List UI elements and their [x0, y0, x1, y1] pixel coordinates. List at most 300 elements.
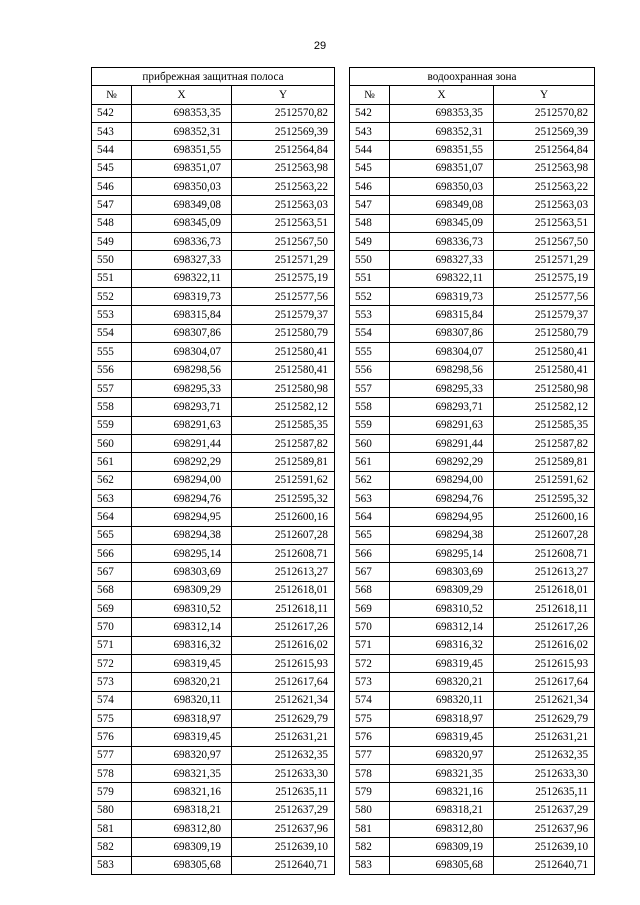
x-coordinate-cell: 698294,76 — [390, 489, 494, 507]
y-coordinate-cell: 2512621,34 — [494, 691, 595, 709]
table-row — [92, 196, 335, 214]
y-coordinate-cell: 2512589,81 — [232, 453, 335, 471]
y-coordinate-cell: 2512567,50 — [232, 233, 335, 251]
y-coordinate-cell: 2512629,79 — [494, 710, 595, 728]
x-coordinate-cell: 698312,14 — [390, 618, 494, 636]
table-row — [92, 544, 335, 562]
x-coordinate-cell: 698315,84 — [132, 306, 232, 324]
y-coordinate-cell: 2512637,96 — [494, 820, 595, 838]
table-row — [92, 214, 335, 232]
table-row — [350, 801, 595, 819]
y-coordinate-cell: 2512637,29 — [494, 801, 595, 819]
table-header-row — [350, 86, 595, 104]
x-coordinate-cell: 698319,45 — [132, 728, 232, 746]
table-row — [92, 801, 335, 819]
x-coordinate-cell: 698320,11 — [132, 691, 232, 709]
y-coordinate-cell: 2512616,02 — [232, 636, 335, 654]
table-row — [92, 251, 335, 269]
point-number-cell: 579 — [350, 783, 390, 801]
x-coordinate-cell: 698320,97 — [132, 746, 232, 764]
table-row — [350, 618, 595, 636]
point-number-cell: 560 — [92, 434, 132, 452]
y-coordinate-cell: 2512580,98 — [232, 379, 335, 397]
x-coordinate-cell: 698304,07 — [132, 343, 232, 361]
table-row — [350, 159, 595, 177]
point-number-cell: 571 — [350, 636, 390, 654]
point-number-cell: 565 — [350, 526, 390, 544]
x-coordinate-cell: 698315,84 — [390, 306, 494, 324]
point-number-cell: 554 — [92, 324, 132, 342]
table-row — [92, 746, 335, 764]
table-body — [350, 104, 595, 874]
x-coordinate-cell: 698312,80 — [132, 820, 232, 838]
table-row — [350, 489, 595, 507]
point-number-cell: 567 — [92, 563, 132, 581]
y-coordinate-cell: 2512608,71 — [494, 544, 595, 562]
x-coordinate-cell: 698310,52 — [390, 599, 494, 617]
table-row — [92, 123, 335, 141]
y-coordinate-cell: 2512585,35 — [232, 416, 335, 434]
point-number-cell: 551 — [350, 269, 390, 287]
y-coordinate-cell: 2512563,03 — [494, 196, 595, 214]
x-coordinate-cell: 698307,86 — [390, 324, 494, 342]
column-header-number: № — [350, 86, 390, 104]
point-number-cell: 566 — [350, 544, 390, 562]
point-number-cell: 546 — [92, 178, 132, 196]
y-coordinate-cell: 2512632,35 — [232, 746, 335, 764]
point-number-cell: 568 — [350, 581, 390, 599]
point-number-cell: 575 — [350, 710, 390, 728]
point-number-cell: 569 — [350, 599, 390, 617]
table-row — [92, 508, 335, 526]
point-number-cell: 577 — [92, 746, 132, 764]
point-number-cell: 572 — [350, 655, 390, 673]
table-row — [350, 453, 595, 471]
table-row — [92, 453, 335, 471]
point-number-cell: 583 — [92, 856, 132, 874]
x-coordinate-cell: 698309,19 — [390, 838, 494, 856]
y-coordinate-cell: 2512613,27 — [494, 563, 595, 581]
coastal-protection-strip-table — [91, 67, 335, 875]
table-row — [350, 251, 595, 269]
table-row — [350, 288, 595, 306]
x-coordinate-cell: 698353,35 — [132, 104, 232, 122]
point-number-cell: 573 — [92, 673, 132, 691]
y-coordinate-cell: 2512563,22 — [494, 178, 595, 196]
y-coordinate-cell: 2512629,79 — [232, 710, 335, 728]
table-title: водоохранная зона — [350, 68, 595, 86]
table-row — [350, 398, 595, 416]
table-row — [350, 343, 595, 361]
y-coordinate-cell: 2512563,98 — [494, 159, 595, 177]
y-coordinate-cell: 2512563,51 — [232, 214, 335, 232]
y-coordinate-cell: 2512621,34 — [232, 691, 335, 709]
x-coordinate-cell: 698305,68 — [390, 856, 494, 874]
y-coordinate-cell: 2512616,02 — [494, 636, 595, 654]
x-coordinate-cell: 698319,73 — [132, 288, 232, 306]
point-number-cell: 576 — [92, 728, 132, 746]
table-row — [92, 398, 335, 416]
table-row — [350, 563, 595, 581]
table-row — [92, 159, 335, 177]
x-coordinate-cell: 698304,07 — [390, 343, 494, 361]
table-row — [350, 434, 595, 452]
table-row — [92, 141, 335, 159]
y-coordinate-cell: 2512607,28 — [232, 526, 335, 544]
y-coordinate-cell: 2512580,41 — [494, 343, 595, 361]
x-coordinate-cell: 698318,97 — [390, 710, 494, 728]
point-number-cell: 549 — [92, 233, 132, 251]
table-row — [350, 379, 595, 397]
y-coordinate-cell: 2512633,30 — [494, 765, 595, 783]
table-row — [92, 306, 335, 324]
x-coordinate-cell: 698298,56 — [390, 361, 494, 379]
water-protection-zone-table — [349, 67, 595, 875]
point-number-cell: 552 — [92, 288, 132, 306]
table-row — [350, 820, 595, 838]
table-title-row — [350, 68, 595, 86]
y-coordinate-cell: 2512564,84 — [232, 141, 335, 159]
table-title-row — [92, 68, 335, 86]
x-coordinate-cell: 698295,14 — [132, 544, 232, 562]
table-title: прибрежная защитная полоса — [92, 68, 335, 86]
y-coordinate-cell: 2512570,82 — [232, 104, 335, 122]
x-coordinate-cell: 698319,45 — [132, 655, 232, 673]
point-number-cell: 580 — [350, 801, 390, 819]
y-coordinate-cell: 2512591,62 — [494, 471, 595, 489]
y-coordinate-cell: 2512618,01 — [494, 581, 595, 599]
column-header-x: X — [132, 86, 232, 104]
table-row — [92, 856, 335, 874]
table-row — [350, 306, 595, 324]
x-coordinate-cell: 698319,45 — [390, 728, 494, 746]
x-coordinate-cell: 698294,76 — [132, 489, 232, 507]
table-row — [350, 856, 595, 874]
y-coordinate-cell: 2512563,03 — [232, 196, 335, 214]
y-coordinate-cell: 2512582,12 — [494, 398, 595, 416]
column-header-y: Y — [494, 86, 595, 104]
x-coordinate-cell: 698320,11 — [390, 691, 494, 709]
x-coordinate-cell: 698298,56 — [132, 361, 232, 379]
point-number-cell: 555 — [92, 343, 132, 361]
y-coordinate-cell: 2512591,62 — [232, 471, 335, 489]
table-row — [92, 233, 335, 251]
x-coordinate-cell: 698294,95 — [132, 508, 232, 526]
point-number-cell: 546 — [350, 178, 390, 196]
x-coordinate-cell: 698327,33 — [390, 251, 494, 269]
x-coordinate-cell: 698321,16 — [132, 783, 232, 801]
x-coordinate-cell: 698294,00 — [132, 471, 232, 489]
y-coordinate-cell: 2512631,21 — [232, 728, 335, 746]
x-coordinate-cell: 698295,14 — [390, 544, 494, 562]
table-row — [92, 343, 335, 361]
y-coordinate-cell: 2512582,12 — [232, 398, 335, 416]
point-number-cell: 566 — [92, 544, 132, 562]
point-number-cell: 567 — [350, 563, 390, 581]
y-coordinate-cell: 2512571,29 — [494, 251, 595, 269]
table-row — [350, 655, 595, 673]
table-row — [350, 544, 595, 562]
y-coordinate-cell: 2512580,41 — [232, 343, 335, 361]
table-body — [92, 104, 335, 874]
table-row — [92, 324, 335, 342]
y-coordinate-cell: 2512618,11 — [232, 599, 335, 617]
table-header-row — [92, 86, 335, 104]
y-coordinate-cell: 2512613,27 — [232, 563, 335, 581]
point-number-cell: 544 — [350, 141, 390, 159]
point-number-cell: 559 — [92, 416, 132, 434]
point-number-cell: 547 — [92, 196, 132, 214]
point-number-cell: 582 — [350, 838, 390, 856]
point-number-cell: 582 — [92, 838, 132, 856]
table-row — [350, 269, 595, 287]
y-coordinate-cell: 2512577,56 — [494, 288, 595, 306]
x-coordinate-cell: 698310,52 — [132, 599, 232, 617]
y-coordinate-cell: 2512580,98 — [494, 379, 595, 397]
x-coordinate-cell: 698321,35 — [132, 765, 232, 783]
y-coordinate-cell: 2512577,56 — [232, 288, 335, 306]
y-coordinate-cell: 2512640,71 — [232, 856, 335, 874]
x-coordinate-cell: 698292,29 — [390, 453, 494, 471]
table-row — [350, 123, 595, 141]
x-coordinate-cell: 698307,86 — [132, 324, 232, 342]
table-row — [92, 471, 335, 489]
table-row — [92, 820, 335, 838]
point-number-cell: 548 — [350, 214, 390, 232]
x-coordinate-cell: 698292,29 — [132, 453, 232, 471]
x-coordinate-cell: 698295,33 — [390, 379, 494, 397]
table-row — [92, 288, 335, 306]
y-coordinate-cell: 2512587,82 — [494, 434, 595, 452]
x-coordinate-cell: 698352,31 — [132, 123, 232, 141]
x-coordinate-cell: 698336,73 — [132, 233, 232, 251]
point-number-cell: 544 — [92, 141, 132, 159]
y-coordinate-cell: 2512579,37 — [494, 306, 595, 324]
table-row — [350, 196, 595, 214]
table-row — [92, 379, 335, 397]
point-number-cell: 576 — [350, 728, 390, 746]
y-coordinate-cell: 2512580,41 — [232, 361, 335, 379]
point-number-cell: 549 — [350, 233, 390, 251]
table-row — [350, 104, 595, 122]
table-row — [350, 728, 595, 746]
point-number-cell: 570 — [92, 618, 132, 636]
x-coordinate-cell: 698352,31 — [390, 123, 494, 141]
y-coordinate-cell: 2512563,22 — [232, 178, 335, 196]
table-row — [350, 581, 595, 599]
y-coordinate-cell: 2512575,19 — [232, 269, 335, 287]
x-coordinate-cell: 698351,55 — [390, 141, 494, 159]
point-number-cell: 554 — [350, 324, 390, 342]
table-row — [92, 581, 335, 599]
y-coordinate-cell: 2512637,29 — [232, 801, 335, 819]
x-coordinate-cell: 698294,95 — [390, 508, 494, 526]
x-coordinate-cell: 698345,09 — [390, 214, 494, 232]
point-number-cell: 560 — [350, 434, 390, 452]
x-coordinate-cell: 698349,08 — [390, 196, 494, 214]
table-row — [92, 655, 335, 673]
y-coordinate-cell: 2512564,84 — [494, 141, 595, 159]
table-row — [350, 691, 595, 709]
x-coordinate-cell: 698293,71 — [390, 398, 494, 416]
x-coordinate-cell: 698322,11 — [132, 269, 232, 287]
table-row — [92, 599, 335, 617]
y-coordinate-cell: 2512589,81 — [494, 453, 595, 471]
table-row — [92, 636, 335, 654]
point-number-cell: 542 — [92, 104, 132, 122]
table-row — [350, 526, 595, 544]
x-coordinate-cell: 698351,55 — [132, 141, 232, 159]
x-coordinate-cell: 698321,35 — [390, 765, 494, 783]
y-coordinate-cell: 2512617,26 — [232, 618, 335, 636]
point-number-cell: 559 — [350, 416, 390, 434]
y-coordinate-cell: 2512595,32 — [494, 489, 595, 507]
table-row — [350, 141, 595, 159]
table-row — [350, 765, 595, 783]
column-header-y: Y — [232, 86, 335, 104]
x-coordinate-cell: 698303,69 — [390, 563, 494, 581]
y-coordinate-cell: 2512637,96 — [232, 820, 335, 838]
y-coordinate-cell: 2512618,11 — [494, 599, 595, 617]
table-row — [350, 471, 595, 489]
y-coordinate-cell: 2512607,28 — [494, 526, 595, 544]
point-number-cell: 545 — [92, 159, 132, 177]
y-coordinate-cell: 2512580,79 — [232, 324, 335, 342]
table-row — [92, 178, 335, 196]
point-number-cell: 570 — [350, 618, 390, 636]
x-coordinate-cell: 698294,38 — [390, 526, 494, 544]
x-coordinate-cell: 698291,63 — [390, 416, 494, 434]
y-coordinate-cell: 2512567,50 — [494, 233, 595, 251]
point-number-cell: 563 — [350, 489, 390, 507]
y-coordinate-cell: 2512600,16 — [232, 508, 335, 526]
point-number-cell: 543 — [350, 123, 390, 141]
y-coordinate-cell: 2512618,01 — [232, 581, 335, 599]
point-number-cell: 564 — [92, 508, 132, 526]
point-number-cell: 577 — [350, 746, 390, 764]
point-number-cell: 555 — [350, 343, 390, 361]
point-number-cell: 550 — [92, 251, 132, 269]
x-coordinate-cell: 698291,44 — [390, 434, 494, 452]
x-coordinate-cell: 698319,73 — [390, 288, 494, 306]
y-coordinate-cell: 2512585,35 — [494, 416, 595, 434]
point-number-cell: 564 — [350, 508, 390, 526]
table-row — [92, 361, 335, 379]
point-number-cell: 581 — [350, 820, 390, 838]
point-number-cell: 557 — [350, 379, 390, 397]
x-coordinate-cell: 698291,44 — [132, 434, 232, 452]
table-row — [350, 214, 595, 232]
table-row — [350, 636, 595, 654]
y-coordinate-cell: 2512579,37 — [232, 306, 335, 324]
x-coordinate-cell: 698318,97 — [132, 710, 232, 728]
table-row — [92, 765, 335, 783]
point-number-cell: 557 — [92, 379, 132, 397]
x-coordinate-cell: 698351,07 — [132, 159, 232, 177]
point-number-cell: 543 — [92, 123, 132, 141]
x-coordinate-cell: 698316,32 — [132, 636, 232, 654]
y-coordinate-cell: 2512617,64 — [494, 673, 595, 691]
x-coordinate-cell: 698345,09 — [132, 214, 232, 232]
y-coordinate-cell: 2512569,39 — [232, 123, 335, 141]
point-number-cell: 558 — [350, 398, 390, 416]
y-coordinate-cell: 2512570,82 — [494, 104, 595, 122]
y-coordinate-cell: 2512608,71 — [232, 544, 335, 562]
y-coordinate-cell: 2512615,93 — [494, 655, 595, 673]
point-number-cell: 550 — [350, 251, 390, 269]
table-row — [92, 526, 335, 544]
table-row — [92, 728, 335, 746]
y-coordinate-cell: 2512635,11 — [232, 783, 335, 801]
point-number-cell: 578 — [92, 765, 132, 783]
x-coordinate-cell: 698312,80 — [390, 820, 494, 838]
x-coordinate-cell: 698303,69 — [132, 563, 232, 581]
table-row — [92, 691, 335, 709]
x-coordinate-cell: 698305,68 — [132, 856, 232, 874]
point-number-cell: 556 — [92, 361, 132, 379]
table-row — [92, 416, 335, 434]
y-coordinate-cell: 2512563,98 — [232, 159, 335, 177]
x-coordinate-cell: 698294,00 — [390, 471, 494, 489]
y-coordinate-cell: 2512569,39 — [494, 123, 595, 141]
point-number-cell: 556 — [350, 361, 390, 379]
table-row — [92, 618, 335, 636]
y-coordinate-cell: 2512640,71 — [494, 856, 595, 874]
point-number-cell: 573 — [350, 673, 390, 691]
table-row — [350, 838, 595, 856]
x-coordinate-cell: 698309,29 — [132, 581, 232, 599]
table-row — [350, 783, 595, 801]
column-header-number: № — [92, 86, 132, 104]
y-coordinate-cell: 2512580,79 — [494, 324, 595, 342]
x-coordinate-cell: 698322,11 — [390, 269, 494, 287]
x-coordinate-cell: 698318,21 — [132, 801, 232, 819]
point-number-cell: 547 — [350, 196, 390, 214]
point-number-cell: 572 — [92, 655, 132, 673]
point-number-cell: 579 — [92, 783, 132, 801]
point-number-cell: 563 — [92, 489, 132, 507]
table-row — [92, 838, 335, 856]
table-row — [350, 324, 595, 342]
x-coordinate-cell: 698309,29 — [390, 581, 494, 599]
y-coordinate-cell: 2512575,19 — [494, 269, 595, 287]
y-coordinate-cell: 2512631,21 — [494, 728, 595, 746]
x-coordinate-cell: 698321,16 — [390, 783, 494, 801]
x-coordinate-cell: 698318,21 — [390, 801, 494, 819]
x-coordinate-cell: 698320,97 — [390, 746, 494, 764]
y-coordinate-cell: 2512639,10 — [494, 838, 595, 856]
x-coordinate-cell: 698320,21 — [132, 673, 232, 691]
y-coordinate-cell: 2512615,93 — [232, 655, 335, 673]
x-coordinate-cell: 698336,73 — [390, 233, 494, 251]
x-coordinate-cell: 698350,03 — [390, 178, 494, 196]
x-coordinate-cell: 698295,33 — [132, 379, 232, 397]
point-number-cell: 561 — [92, 453, 132, 471]
x-coordinate-cell: 698350,03 — [132, 178, 232, 196]
point-number-cell: 548 — [92, 214, 132, 232]
point-number-cell: 562 — [92, 471, 132, 489]
y-coordinate-cell: 2512639,10 — [232, 838, 335, 856]
y-coordinate-cell: 2512563,51 — [494, 214, 595, 232]
x-coordinate-cell: 698316,32 — [390, 636, 494, 654]
y-coordinate-cell: 2512617,64 — [232, 673, 335, 691]
point-number-cell: 545 — [350, 159, 390, 177]
y-coordinate-cell: 2512600,16 — [494, 508, 595, 526]
table-row — [350, 233, 595, 251]
point-number-cell: 578 — [350, 765, 390, 783]
point-number-cell: 552 — [350, 288, 390, 306]
table-row — [92, 489, 335, 507]
